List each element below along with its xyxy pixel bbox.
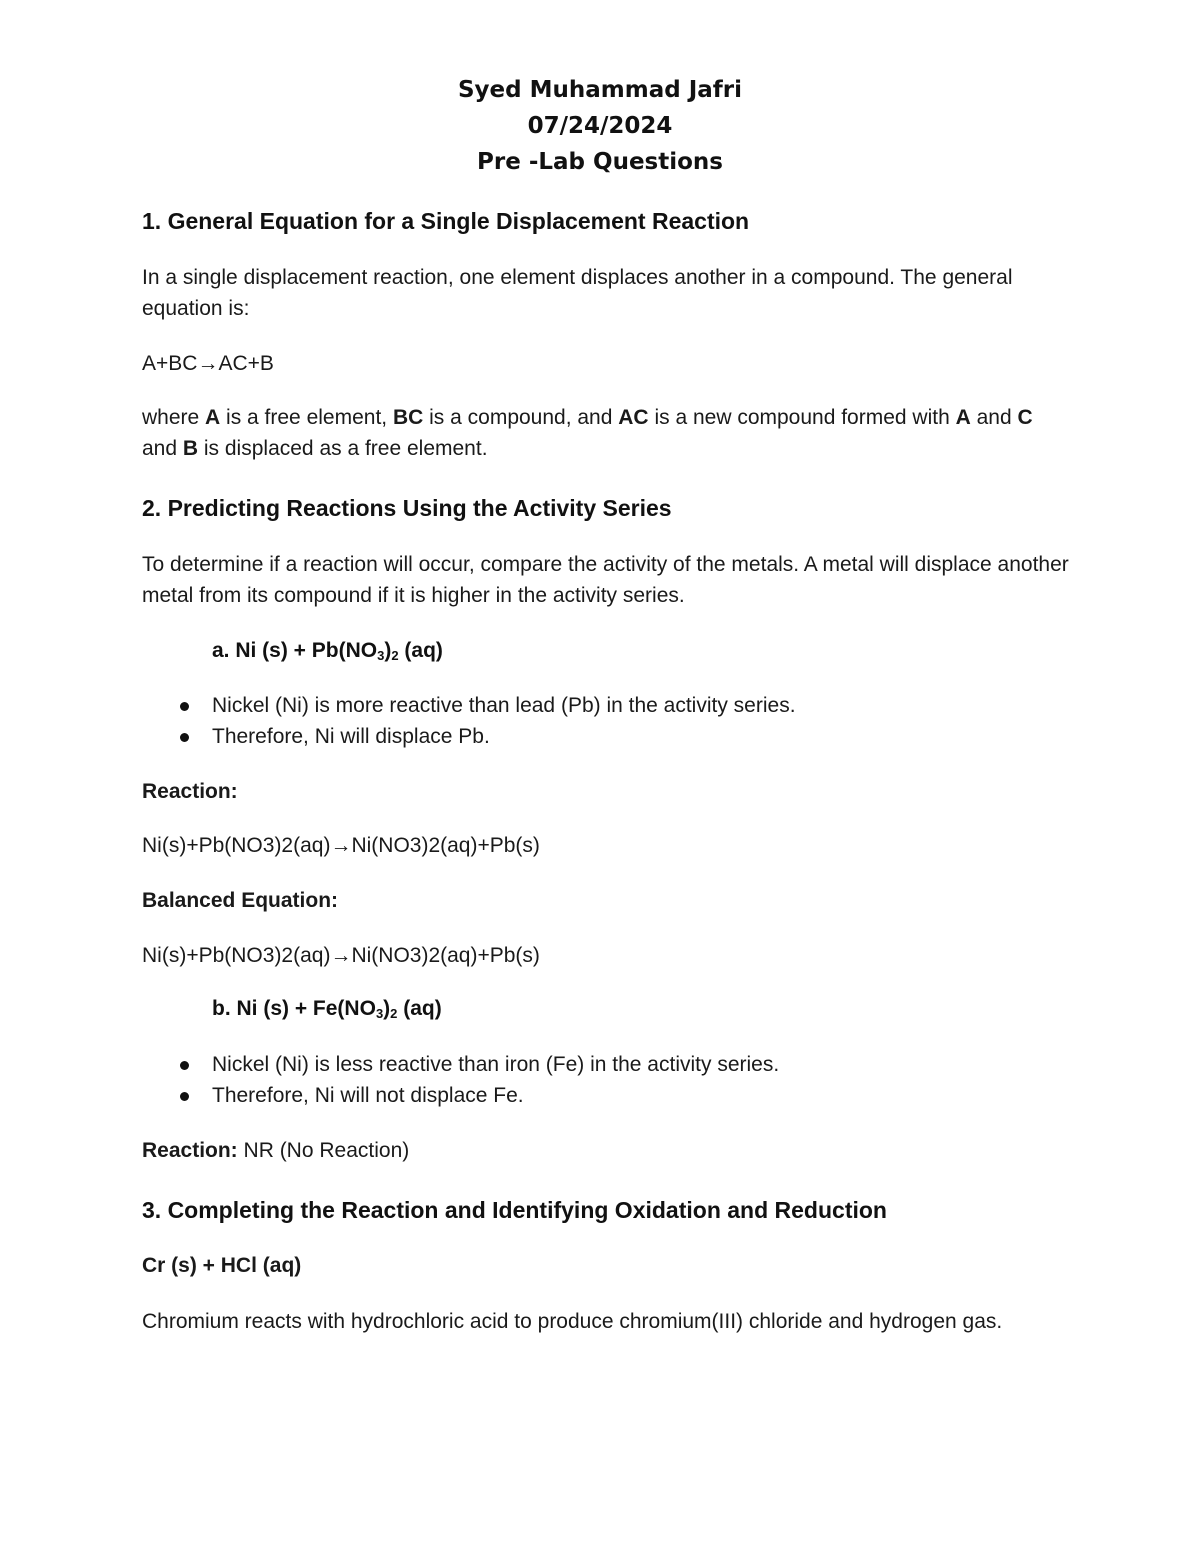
- part-a-heading: a. Ni (s) + Pb(NO3)2 (aq): [212, 639, 443, 663]
- part-a-balanced-equation: Ni(s)+Pb(NO3)2(aq)→Ni(NO3)2(aq)+Pb(s): [142, 944, 540, 967]
- list-item: Therefore, Ni will not displace Fe.: [142, 1080, 779, 1111]
- part-a-reaction: Ni(s)+Pb(NO3)2(aq)→Ni(NO3)2(aq)+Pb(s): [142, 834, 540, 857]
- document-title: Pre -Lab Questions: [477, 149, 723, 175]
- part-b-reaction: [142, 1135, 1072, 1166]
- part-a-balanced-label: Balanced Equation:: [142, 889, 339, 912]
- section-1-explanation: where A is a free element, BC is a compound, and AC is a new compound formed with A and C and B is displaced as a free element.: [142, 406, 1033, 460]
- bullet-dot-icon: [180, 1092, 189, 1101]
- document-date: 07/24/2024: [527, 113, 673, 139]
- part-a-reaction-label: Reaction:: [142, 780, 238, 803]
- section-1-intro: In a single displacement reaction, one element displaces another in a compound. The general equation is:: [142, 266, 1013, 320]
- part-a-bullet-list: [142, 690, 796, 752]
- part-b-reaction-label: Reaction:: [142, 1139, 238, 1162]
- part-b-bullet-list: [142, 1049, 779, 1111]
- section-3-text: Chromium reacts with hydrochloric acid to produce chromium(III) chloride and hydrogen gas.: [142, 1310, 1003, 1333]
- part-b-heading: b. Ni (s) + Fe(NO3)2 (aq): [212, 997, 442, 1021]
- bullet-dot-icon: [180, 702, 189, 711]
- list-item: Therefore, Ni will displace Pb.: [142, 721, 796, 752]
- list-item: Nickel (Ni) is less reactive than iron (Fe) in the activity series.: [142, 1049, 779, 1080]
- section-1-heading: 1. General Equation for a Single Displacement Reaction: [142, 208, 750, 234]
- bullet-dot-icon: [180, 1061, 189, 1070]
- bullet-dot-icon: [180, 733, 189, 742]
- section-3-heading: 3. Completing the Reaction and Identifying Oxidation and Reduction: [142, 1197, 887, 1223]
- section-2-intro: To determine if a reaction will occur, compare the activity of the metals. A metal will displace another metal from its compound if it is higher in the activity series.: [142, 553, 1069, 607]
- part-b-reaction-result: NR (No Reaction): [237, 1139, 410, 1162]
- author-name: Syed Muhammad Jafri: [457, 77, 743, 103]
- list-item: Nickel (Ni) is more reactive than lead (Pb) in the activity series.: [142, 690, 796, 721]
- general-equation: A+BC→AC+B: [142, 352, 274, 375]
- section-2-heading: 2. Predicting Reactions Using the Activity Series: [142, 495, 672, 521]
- section-3-subheading: Cr (s) + HCl (aq): [142, 1254, 302, 1277]
